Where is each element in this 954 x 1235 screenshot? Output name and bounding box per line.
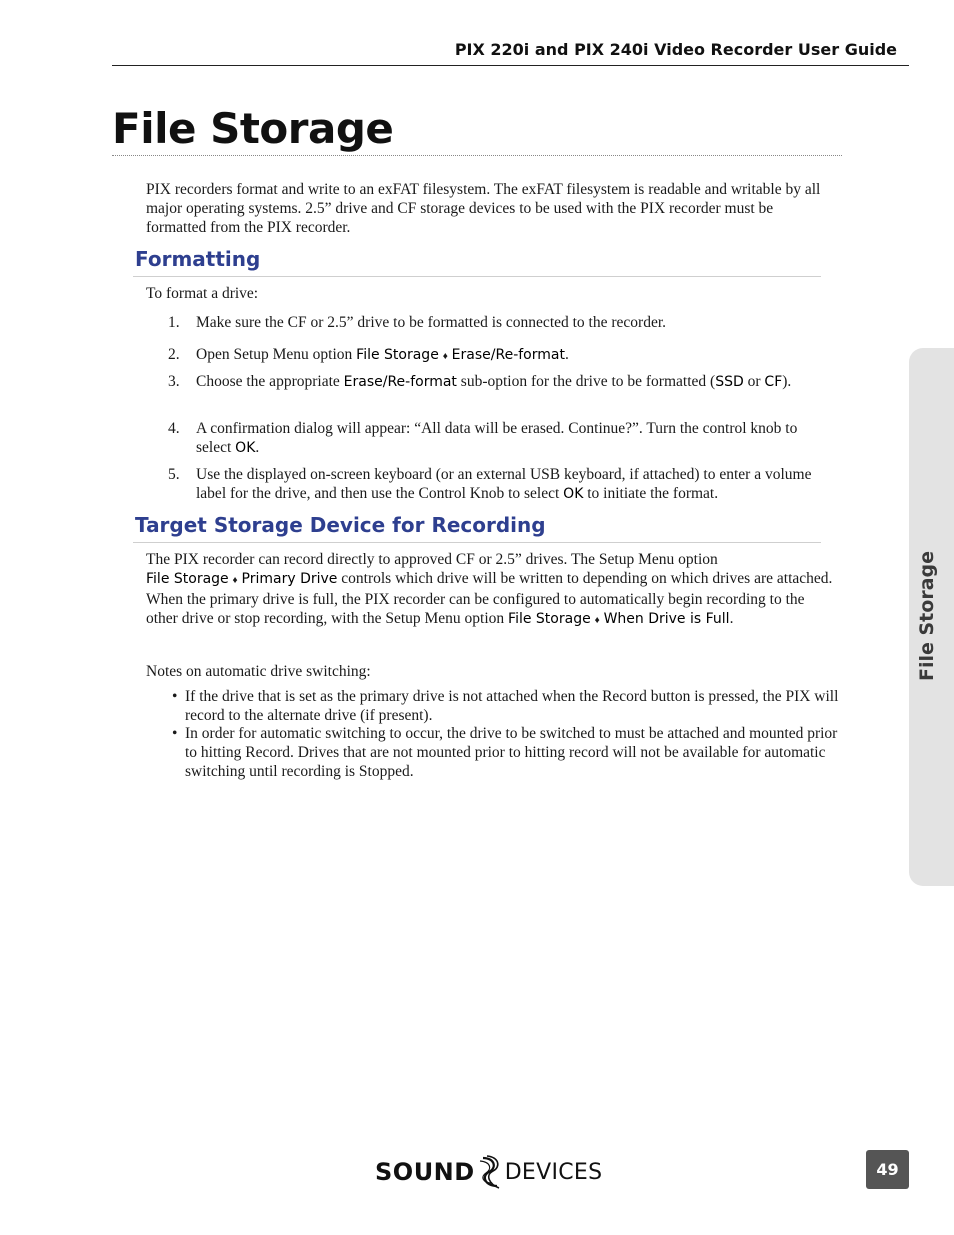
option-ok: OK — [563, 486, 584, 502]
menu-option-file-storage: File Storage — [356, 347, 439, 363]
menu-arrow-icon: ♦ — [594, 615, 600, 626]
option-ssd: SSD — [715, 374, 744, 390]
formatting-heading: Formatting — [135, 247, 261, 271]
target-storage-divider — [133, 542, 821, 543]
step-text-part: . — [564, 346, 569, 363]
menu-option-erase-reformat: Erase/Re-format — [343, 374, 457, 390]
chapter-side-label-text: File Storage — [916, 550, 938, 682]
menu-option-when-drive-is-full: When Drive is Full — [603, 611, 730, 627]
step-text-part: Choose the appropriate — [196, 373, 344, 390]
option-ok: OK — [235, 440, 256, 456]
logo-text-sound: SOUND — [375, 1158, 475, 1186]
step-number: 3. — [168, 373, 180, 390]
intro-paragraph: PIX recorders format and write to an exFAT filesystem. The exFAT filesystem is readable and writable by all major operating systems. 2.5” drive and CF storage devices to be used with the PIX recorder must be formatted from the PIX recorder. — [146, 181, 821, 236]
bullet-text: If the drive that is set as the primary drive is not attached when the Record button is pressed, the PIX will record to the alternate drive (if present). — [185, 688, 839, 724]
step-text-part: Use the displayed on-screen keyboard (or an external USB keyboard, if attached) to enter a volume label for the drive, and then use the Control Knob to select — [196, 466, 812, 502]
step-number: 5. — [168, 466, 180, 483]
step-text-part: ). — [782, 373, 792, 390]
bullet-icon: • — [172, 725, 178, 742]
step-number: 4. — [168, 420, 180, 437]
step-text: Make sure the CF or 2.5” drive to be formatted is connected to the recorder. — [196, 314, 667, 331]
menu-arrow-icon: ♦ — [442, 351, 448, 362]
guide-title: PIX 220i and PIX 240i Video Recorder User Guide — [454, 40, 897, 59]
step-text-part: . — [255, 439, 260, 456]
step-text — [196, 419, 836, 458]
step-text-part: to initiate the format. — [583, 485, 719, 502]
step-text — [196, 465, 836, 504]
step-text-part: sub-option for the drive to be formatted ( — [456, 373, 716, 390]
logo-text-devices: DEVICES — [504, 1159, 603, 1185]
target-storage-heading: Target Storage Device for Recording — [135, 513, 546, 537]
target-paragraph — [146, 550, 836, 630]
paragraph-text: The PIX recorder can record directly to approved CF or 2.5” drives. The Setup Menu option — [146, 551, 718, 568]
option-cf: CF — [764, 374, 783, 390]
step-text-part: Open Setup Menu option — [196, 346, 357, 363]
menu-option-erase-reformat: Erase/Re-format — [451, 347, 565, 363]
paragraph-text: controls which drive will be written to depending on which drives are attached. When the primary drive is full, the PIX recorder can be configured to automatically begin recording to the other drive or stop recording, with the Setup Menu option — [146, 570, 833, 627]
step-number: 1. — [168, 314, 180, 331]
step-text-part: A confirmation dialog will appear: “All data will be erased. Continue?”. Turn the control knob to select — [196, 420, 798, 456]
menu-arrow-icon: ♦ — [232, 575, 238, 586]
menu-option-file-storage: File Storage — [508, 611, 591, 627]
bullet-icon: • — [172, 688, 178, 705]
menu-option-file-storage: File Storage — [146, 571, 229, 587]
step-text — [196, 345, 836, 366]
notes-lead: Notes on automatic drive switching: — [146, 663, 371, 680]
step-number: 2. — [168, 346, 180, 363]
formatting-lead: To format a drive: — [146, 285, 259, 302]
bullet-text: In order for automatic switching to occur, the drive to be switched to must be attached and mounted prior to hitting Record. Drives that are not mounted prior to hitting record will not be available for automatic switching until recording is Stopped. — [185, 725, 838, 780]
header-divider — [112, 65, 909, 66]
step-text — [196, 372, 836, 392]
paragraph-text: . — [729, 610, 734, 627]
wave-logo-icon — [477, 1154, 503, 1190]
page-title: File Storage — [112, 104, 394, 153]
title-divider — [112, 155, 842, 156]
sound-devices-logo — [375, 1152, 602, 1192]
page-number-badge: 49 — [866, 1150, 909, 1189]
menu-option-primary-drive: Primary Drive — [241, 571, 338, 587]
step-text-part: or — [743, 373, 765, 390]
formatting-divider — [133, 276, 821, 277]
